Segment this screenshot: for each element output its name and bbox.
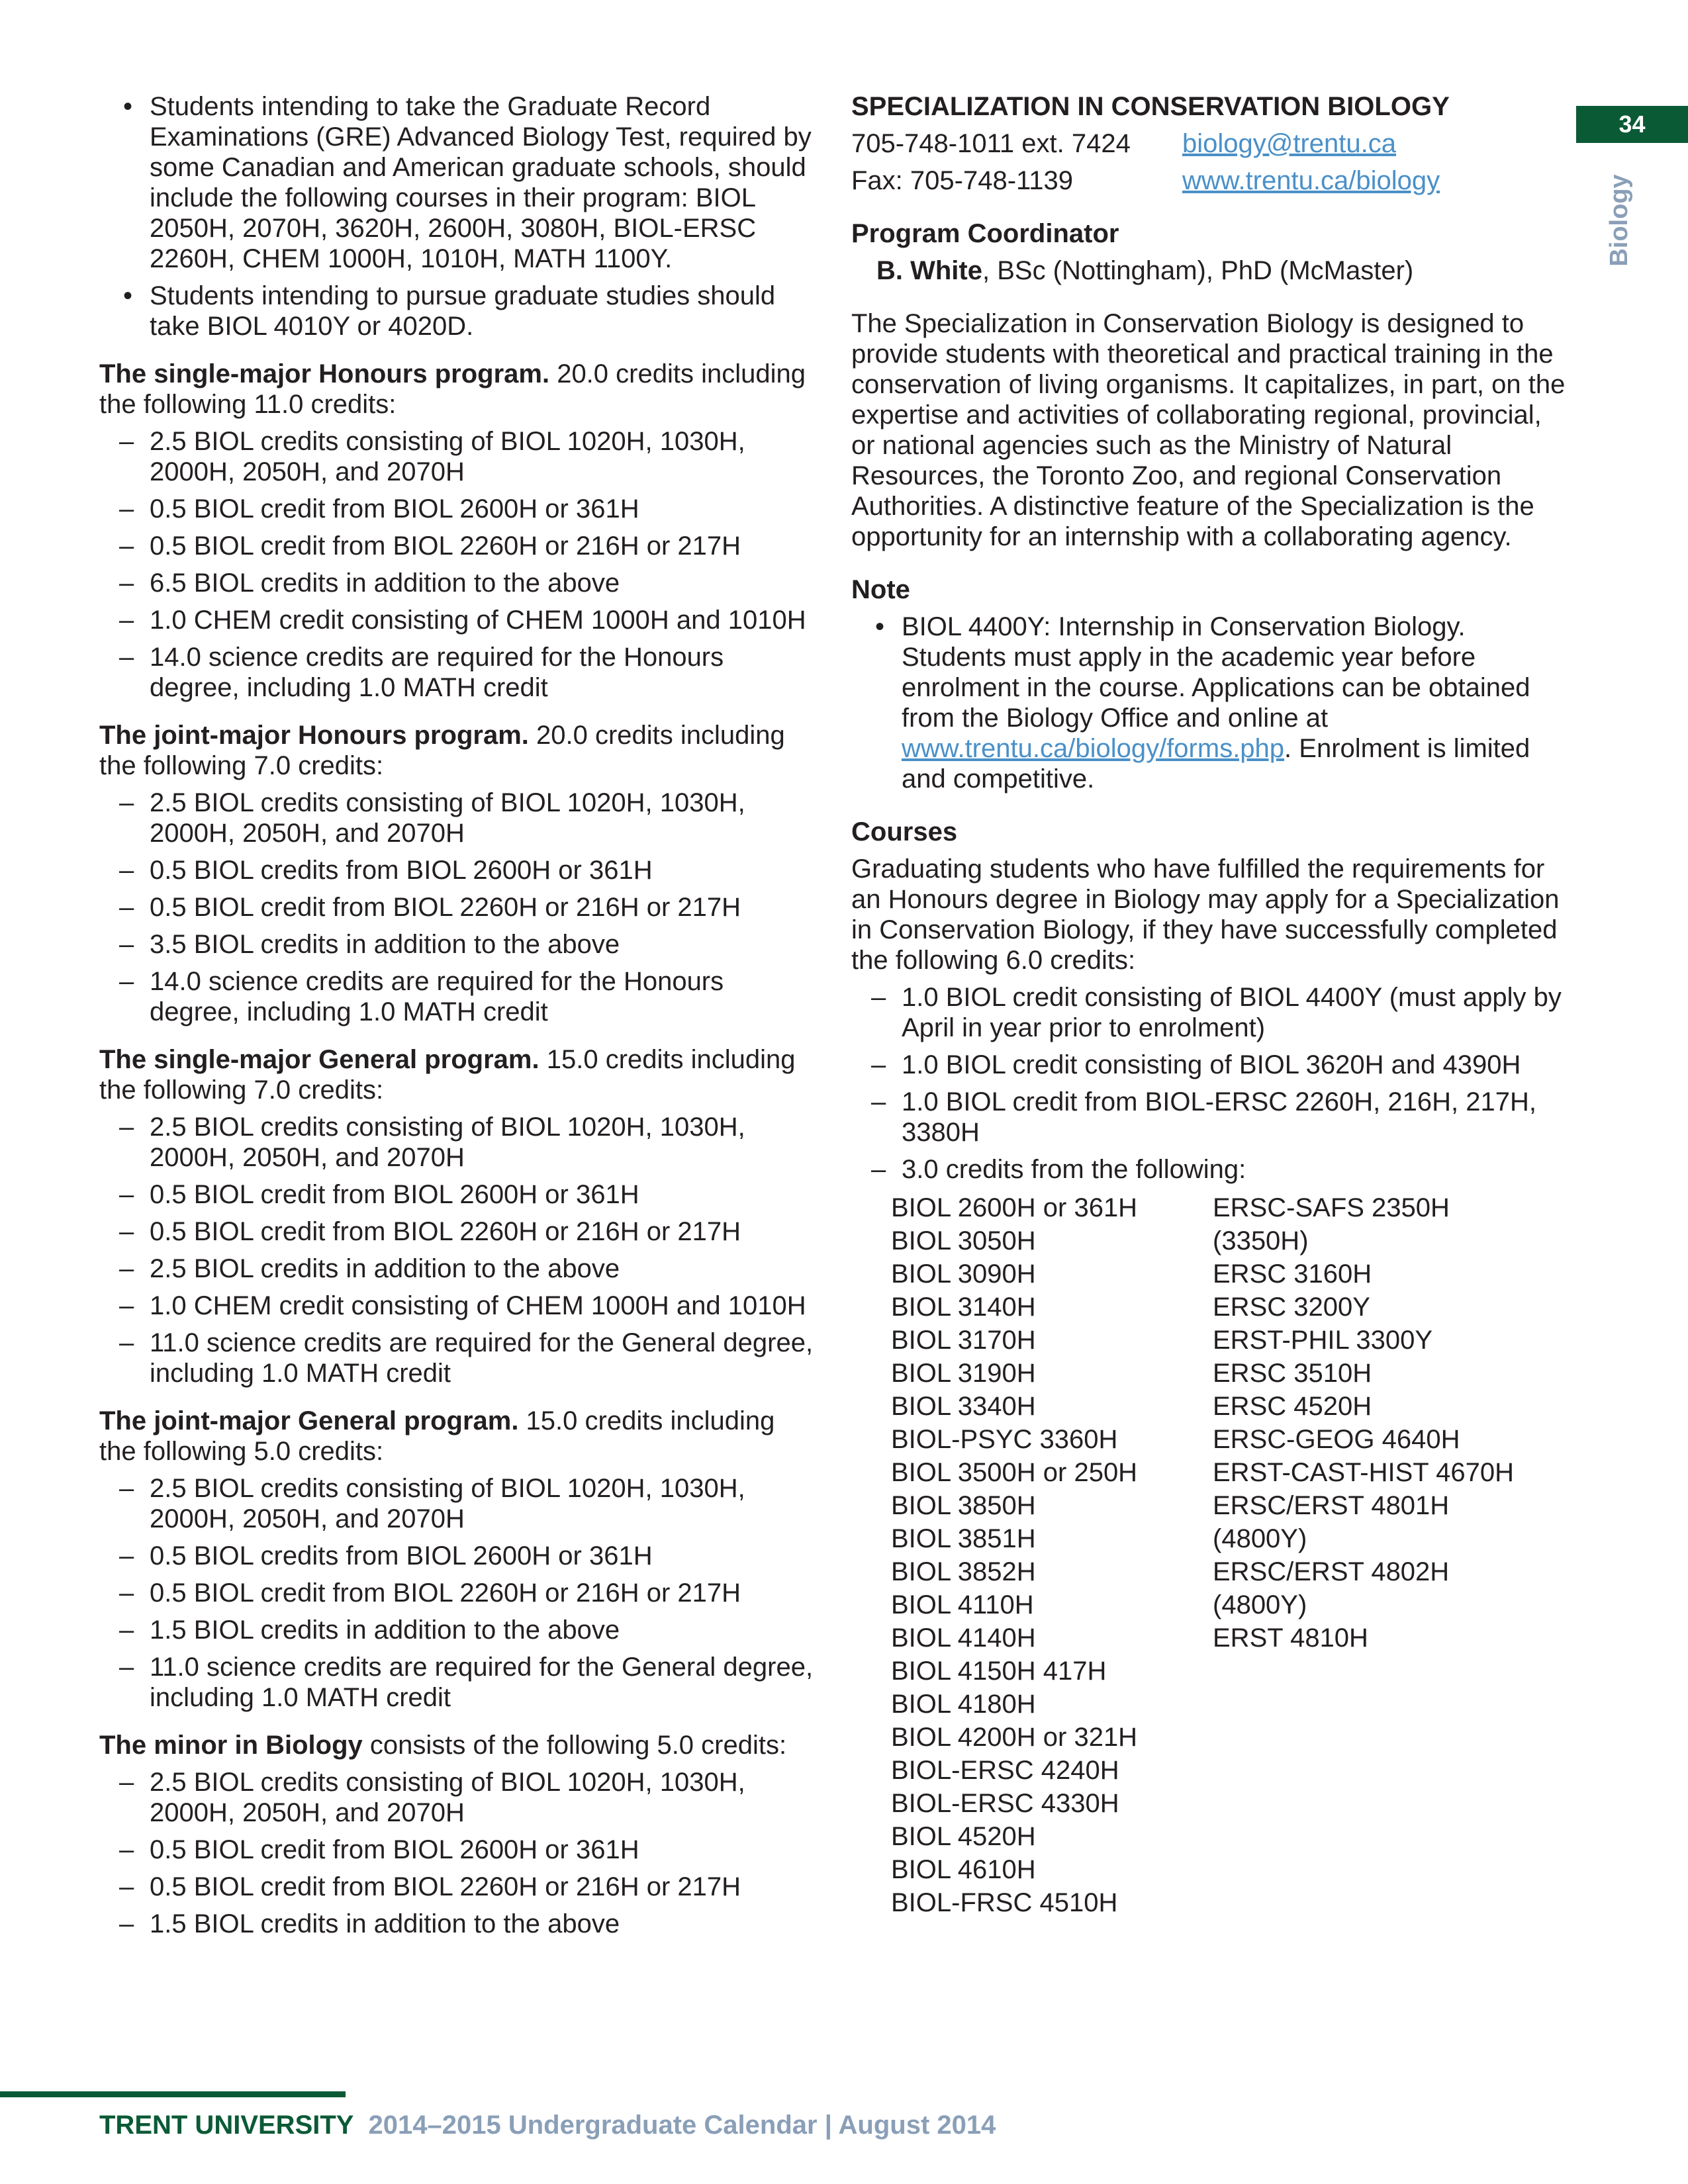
- requirement-item: [99, 1615, 814, 1645]
- dash-icon: –: [119, 1615, 134, 1645]
- requirement-item: [99, 855, 814, 886]
- dash-icon: –: [119, 967, 134, 996]
- program-heading: [99, 1730, 814, 1760]
- page-number-badge: 34: [1576, 106, 1688, 143]
- dash-icon: –: [119, 1872, 134, 1901]
- requirement-item: [99, 605, 814, 635]
- program-heading-bold: The single-major General program.: [99, 1045, 539, 1074]
- requirement-text: 0.5 BIOL credit from BIOL 2600H or 361H: [150, 1835, 639, 1864]
- coordinator-credentials: , BSc (Nottingham), PhD (McMaster): [982, 256, 1414, 285]
- requirement-item: [99, 1835, 814, 1865]
- course-code: BIOL 4110H: [891, 1590, 1034, 1619]
- requirement-item: [99, 1216, 814, 1247]
- dash-icon: –: [119, 1217, 134, 1246]
- course-requirement-text: 1.0 BIOL credit consisting of BIOL 4400Y (must apply by April in year prior to enrolment): [902, 983, 1562, 1042]
- requirement-text: 0.5 BIOL credit from BIOL 2600H or 361H: [150, 494, 639, 523]
- program-heading-bold: The single-major Honours program.: [99, 359, 550, 388]
- requirement-text: 14.0 science credits are required for the Honours degree, including 1.0 MATH credit: [150, 967, 724, 1026]
- requirement-item: [99, 966, 814, 1027]
- requirement-text: 0.5 BIOL credit from BIOL 2260H or 216H or 217H: [150, 1578, 741, 1608]
- program-heading: [99, 720, 814, 781]
- program-heading-bold: The minor in Biology: [99, 1731, 363, 1760]
- requirement-text: 3.5 BIOL credits in addition to the above: [150, 930, 620, 959]
- dash-icon: –: [119, 1113, 134, 1142]
- course-code: BIOL 3090H: [891, 1259, 1036, 1289]
- requirement-item: [99, 788, 814, 848]
- footer-calendar: 2014–2015 Undergraduate Calendar | August 2014: [368, 2111, 996, 2140]
- contact-row-phone: [851, 128, 1566, 159]
- requirement-item: [99, 642, 814, 703]
- course-code: ERSC-SAFS 2350H (3350H): [1213, 1193, 1450, 1255]
- requirement-item: [99, 1872, 814, 1902]
- dash-icon: –: [119, 1291, 134, 1320]
- coordinator-name: B. White: [876, 256, 982, 285]
- requirement-item: [99, 929, 814, 960]
- course-code: BIOL 3190H: [891, 1359, 1036, 1388]
- dash-icon: –: [871, 1050, 886, 1079]
- gre-note-bullet: [99, 91, 814, 274]
- note-bullet: [851, 612, 1566, 794]
- dash-icon: –: [119, 1474, 134, 1503]
- dash-icon: –: [119, 606, 134, 635]
- requirement-item: [99, 1767, 814, 1828]
- page-footer: [99, 2110, 996, 2140]
- note-text-end: . Enrolment is limited and competitive.: [902, 734, 1530, 794]
- requirement-text: 0.5 BIOL credit from BIOL 2260H or 216H or 217H: [150, 893, 741, 922]
- course-code: BIOL 4610H: [891, 1855, 1036, 1884]
- requirement-text: 2.5 BIOL credits consisting of BIOL 1020H, 1030H, 2000H, 2050H, and 2070H: [150, 1768, 745, 1827]
- requirement-item: [99, 1253, 814, 1284]
- requirement-text: 0.5 BIOL credit from BIOL 2600H or 361H: [150, 1180, 639, 1209]
- requirement-text: 0.5 BIOL credit from BIOL 2260H or 216H or 217H: [150, 1217, 741, 1246]
- course-requirement-text: 1.0 BIOL credit from BIOL-ERSC 2260H, 216H, 217H, 3380H: [902, 1087, 1536, 1147]
- course-code: BIOL 3850H: [891, 1491, 1036, 1520]
- course-code: BIOL 4150H 417H: [891, 1657, 1107, 1686]
- program-heading: [99, 1044, 814, 1105]
- requirement-item: [99, 892, 814, 923]
- courses-intro: Graduating students who have fulfilled the requirements for an Honours degree in Biology may apply for a Specialization in Conservation Biology, if they have successfully completed the following 6.0 credits:: [851, 854, 1560, 975]
- program-heading: [99, 359, 814, 420]
- course-code: BIOL 4140H: [891, 1623, 1036, 1653]
- fax-number: Fax: 705-748-1139: [851, 166, 1074, 195]
- requirement-text: 11.0 science credits are required for the General degree, including 1.0 MATH credit: [150, 1653, 814, 1712]
- requirement-text: 1.0 CHEM credit consisting of CHEM 1000H and 1010H: [150, 1291, 806, 1320]
- bullet-dot-icon: •: [875, 612, 885, 641]
- dash-icon: –: [119, 1180, 134, 1209]
- bullet-dot-icon: •: [123, 92, 133, 121]
- course-code: BIOL 4200H or 321H: [891, 1723, 1138, 1752]
- course-requirement-item: [851, 982, 1566, 1043]
- requirement-item: [99, 1909, 814, 1939]
- course-requirement-item: [851, 1050, 1566, 1080]
- program-heading-bold: The joint-major General program.: [99, 1406, 519, 1435]
- dash-icon: –: [119, 1254, 134, 1283]
- dash-icon: –: [119, 1909, 134, 1938]
- bullet-text: Students intending to pursue graduate studies should take BIOL 4010Y or 4020D.: [150, 281, 776, 341]
- course-code: BIOL 4180H: [891, 1690, 1036, 1719]
- section-side-label: [1601, 171, 1638, 270]
- program-intro: consists of the following 5.0 credits:: [362, 1731, 787, 1760]
- footer-rule: [0, 2091, 346, 2097]
- requirement-text: 2.5 BIOL credits consisting of BIOL 1020H, 1030H, 2000H, 2050H, and 2070H: [150, 788, 745, 848]
- section-title: SPECIALIZATION IN CONSERVATION BIOLOGY: [851, 92, 1450, 121]
- requirement-item: [99, 1541, 814, 1571]
- course-code: BIOL 3851H: [891, 1524, 1036, 1553]
- course-code: BIOL 4520H: [891, 1822, 1036, 1851]
- requirement-item: [99, 1328, 814, 1388]
- requirement-text: 2.5 BIOL credits consisting of BIOL 1020H, 1030H, 2000H, 2050H, and 2070H: [150, 427, 745, 486]
- program-heading-bold: The joint-major Honours program.: [99, 721, 529, 750]
- requirement-item: [99, 1291, 814, 1321]
- requirement-text: 0.5 BIOL credit from BIOL 2260H or 216H or 217H: [150, 531, 741, 561]
- course-code: BIOL 3340H: [891, 1392, 1036, 1421]
- requirement-text: 0.5 BIOL credits from BIOL 2600H or 361H: [150, 856, 653, 885]
- program-joint-general: [99, 1406, 814, 1713]
- bullet-text: Students intending to take the Graduate Record Examinations (GRE) Advanced Biology Test, required by some Canadian and American graduate schools, should include the following courses in their program: BIOL 2050H, 2070H, 3620H, 2600H, 3080H, BIOL-ERSC 2260H, CHEM 1000H, 1010H, MATH 1100Y.: [150, 92, 812, 273]
- program-joint-honours: [99, 720, 814, 1027]
- dash-icon: –: [119, 569, 134, 598]
- contact-row-fax: [851, 165, 1566, 196]
- requirement-text: 0.5 BIOL credits from BIOL 2600H or 361H: [150, 1541, 653, 1570]
- dash-icon: –: [119, 788, 134, 817]
- section-side-label-text: Biology: [1605, 174, 1633, 267]
- program-intro: 15.0 credits including the following 7.0 credits:: [99, 1045, 796, 1105]
- program-intro: 20.0 credits including the following 7.0 credits:: [99, 721, 785, 780]
- graduate-studies-bullet: [99, 281, 814, 341]
- course-code: ERSC-GEOG 4640H: [1213, 1425, 1460, 1454]
- course-list-grid: [891, 1191, 1566, 1919]
- course-code: ERST 4810H: [1213, 1623, 1368, 1653]
- note-heading: Note: [851, 575, 910, 604]
- course-code: BIOL 3852H: [891, 1557, 1036, 1586]
- requirement-text: 2.5 BIOL credits consisting of BIOL 1020H, 1030H, 2000H, 2050H, and 2070H: [150, 1474, 745, 1533]
- requirement-item: [99, 1652, 814, 1713]
- requirement-text: 2.5 BIOL credits in addition to the above: [150, 1254, 620, 1283]
- course-code: BIOL-ERSC 4330H: [891, 1789, 1119, 1818]
- coordinator-line: [851, 255, 1566, 286]
- requirement-item: [99, 1112, 814, 1173]
- dash-icon: –: [119, 930, 134, 959]
- requirement-text: 11.0 science credits are required for the General degree, including 1.0 MATH credit: [150, 1328, 814, 1388]
- website-link[interactable]: www.trentu.ca/biology: [1182, 166, 1440, 195]
- specialization-description: The Specialization in Conservation Biology is designed to provide students with theoretical and practical training in the conservation of living organisms. It capitalizes, in part, on the expertise and activities of collaborating regional, provincial, or national agencies such as the Ministry of Natural Resources, the Toronto Zoo, and regional Conservation Authorities. A distinctive feature of the Specialization is the opportunity for an internship with a collaborating agency.: [851, 309, 1566, 551]
- program-heading: [99, 1406, 814, 1467]
- course-list-column-2: [1213, 1191, 1534, 1919]
- course-code: BIOL-ERSC 4240H: [891, 1756, 1119, 1785]
- left-column: [99, 91, 814, 1939]
- requirement-item: [99, 1179, 814, 1210]
- program-single-honours: [99, 359, 814, 703]
- requirement-text: 14.0 science credits are required for the Honours degree, including 1.0 MATH credit: [150, 643, 724, 702]
- requirement-text: 0.5 BIOL credit from BIOL 2260H or 216H or 217H: [150, 1872, 741, 1901]
- course-code: ERST-PHIL 3300Y: [1213, 1326, 1433, 1355]
- program-intro: 20.0 credits including the following 11.0 credits:: [99, 359, 806, 419]
- dash-icon: –: [119, 1541, 134, 1570]
- dash-icon: –: [119, 893, 134, 922]
- courses-heading: Courses: [851, 817, 958, 846]
- requirement-item: [99, 494, 814, 524]
- requirement-item: [99, 1578, 814, 1608]
- course-requirement-text: 1.0 BIOL credit consisting of BIOL 3620H and 4390H: [902, 1050, 1521, 1079]
- course-code: BIOL 3050H: [891, 1226, 1036, 1255]
- requirement-item: [99, 531, 814, 561]
- dash-icon: –: [871, 983, 886, 1012]
- dash-icon: –: [119, 1835, 134, 1864]
- requirement-text: 1.5 BIOL credits in addition to the above: [150, 1909, 620, 1938]
- footer-university: TRENT UNIVERSITY: [99, 2111, 354, 2140]
- course-code: ERSC 4520H: [1213, 1392, 1372, 1421]
- requirement-item: [99, 568, 814, 598]
- course-code: ERST-CAST-HIST 4670H: [1213, 1458, 1514, 1487]
- bullet-dot-icon: •: [123, 281, 133, 310]
- course-list-column-1: [891, 1191, 1213, 1919]
- course-code: ERSC 3200Y: [1213, 1293, 1370, 1322]
- program-intro: 15.0 credits including the following 5.0 credits:: [99, 1406, 775, 1466]
- dash-icon: –: [119, 494, 134, 523]
- coordinator-heading: Program Coordinator: [851, 219, 1119, 248]
- dash-icon: –: [119, 1578, 134, 1608]
- dash-icon: –: [119, 1768, 134, 1797]
- course-code: ERSC/ERST 4801H (4800Y): [1213, 1491, 1450, 1553]
- dash-icon: –: [871, 1155, 886, 1184]
- requirement-text: 1.5 BIOL credits in addition to the above: [150, 1615, 620, 1645]
- dash-icon: –: [119, 427, 134, 456]
- course-requirement-item: [851, 1087, 1566, 1148]
- course-code: BIOL-FRSC 4510H: [891, 1888, 1118, 1917]
- dash-icon: –: [119, 643, 134, 672]
- course-code: ERSC/ERST 4802H (4800Y): [1213, 1557, 1450, 1619]
- dash-icon: –: [119, 1653, 134, 1682]
- dash-icon: –: [119, 856, 134, 885]
- requirement-item: [99, 1473, 814, 1534]
- course-code: BIOL 2600H or 361H: [891, 1193, 1138, 1222]
- course-code: BIOL-PSYC 3360H: [891, 1425, 1118, 1454]
- requirement-text: 1.0 CHEM credit consisting of CHEM 1000H and 1010H: [150, 606, 806, 635]
- note-text-start: BIOL 4400Y: Internship in Conservation Biology. Students must apply in the academic year before enrolment in the course. Applications can be obtained from the Biology Office and online at: [902, 612, 1530, 733]
- requirement-text: 6.5 BIOL credits in addition to the above: [150, 569, 620, 598]
- course-code: ERSC 3160H: [1213, 1259, 1372, 1289]
- course-requirement-text: 3.0 credits from the following:: [902, 1155, 1246, 1184]
- right-column: [851, 91, 1566, 1919]
- course-code: BIOL 3140H: [891, 1293, 1036, 1322]
- phone-number: 705-748-1011 ext. 7424: [851, 129, 1131, 158]
- requirement-item: [99, 426, 814, 487]
- program-minor: [99, 1730, 814, 1939]
- dash-icon: –: [871, 1087, 886, 1116]
- forms-link[interactable]: www.trentu.ca/biology/forms.php: [902, 734, 1285, 763]
- course-code: ERSC 3510H: [1213, 1359, 1372, 1388]
- requirement-text: 2.5 BIOL credits consisting of BIOL 1020H, 1030H, 2000H, 2050H, and 2070H: [150, 1113, 745, 1172]
- course-code: BIOL 3500H or 250H: [891, 1458, 1138, 1487]
- course-code: BIOL 3170H: [891, 1326, 1036, 1355]
- program-list: [99, 359, 814, 1939]
- program-single-general: [99, 1044, 814, 1388]
- dash-icon: –: [119, 531, 134, 561]
- course-requirement-item: [851, 1154, 1566, 1185]
- email-link[interactable]: biology@trentu.ca: [1182, 129, 1397, 158]
- dash-icon: –: [119, 1328, 134, 1357]
